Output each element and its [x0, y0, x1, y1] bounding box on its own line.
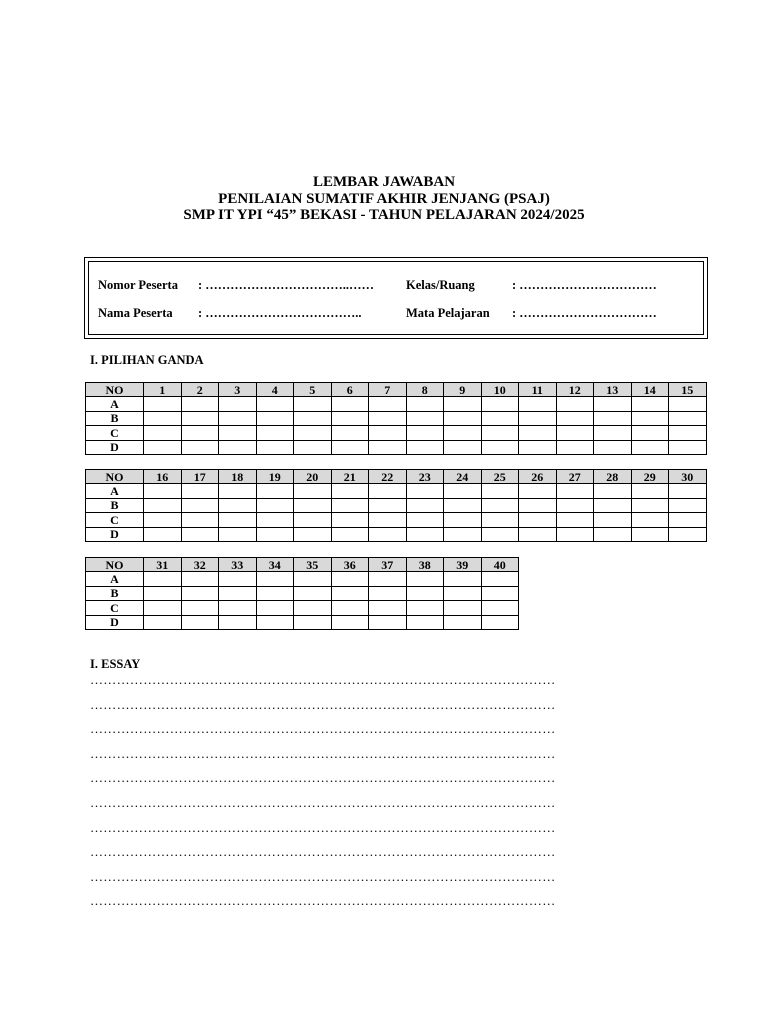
answer-cell[interactable] [294, 397, 332, 411]
answer-cell[interactable] [444, 426, 482, 440]
answer-cell[interactable] [181, 527, 219, 541]
answer-cell[interactable] [294, 527, 332, 541]
answer-cell[interactable] [631, 426, 669, 440]
answer-cell[interactable] [331, 440, 369, 454]
answer-cell[interactable] [669, 440, 707, 454]
answer-cell[interactable] [556, 397, 594, 411]
question-number-cell: 16 [144, 470, 182, 484]
answer-cell[interactable] [519, 411, 557, 425]
question-number-cell: 14 [631, 383, 669, 397]
question-number-cell: 19 [256, 470, 294, 484]
answer-cell[interactable] [369, 601, 407, 615]
identity-box-inner [88, 261, 704, 335]
answer-cell[interactable] [444, 527, 482, 541]
no-header-cell: NO [86, 470, 144, 484]
answer-cell[interactable] [331, 397, 369, 411]
question-number-cell: 37 [369, 558, 407, 572]
answer-cell[interactable] [481, 527, 519, 541]
answer-cell[interactable] [181, 601, 219, 615]
answer-cell[interactable] [594, 513, 632, 527]
nomor-peserta-field[interactable]: : ……………………………..…… [198, 278, 375, 292]
answer-cell[interactable] [144, 440, 182, 454]
answer-cell[interactable] [331, 527, 369, 541]
question-number-cell: 26 [519, 470, 557, 484]
essay-line[interactable]: …………………………………………………………………………………………… [90, 868, 556, 884]
answer-cell[interactable] [631, 498, 669, 512]
table-header-row [86, 470, 707, 484]
question-number-cell: 29 [631, 470, 669, 484]
answer-cell[interactable] [331, 498, 369, 512]
answer-cell[interactable] [294, 411, 332, 425]
essay-line[interactable]: …………………………………………………………………………………………… [90, 819, 556, 835]
answer-cell[interactable] [444, 484, 482, 498]
answer-cell[interactable] [369, 586, 407, 600]
answer-cell[interactable] [519, 440, 557, 454]
table-row [86, 601, 519, 615]
answer-cell[interactable] [594, 397, 632, 411]
table-row [86, 572, 519, 586]
answer-cell[interactable] [256, 572, 294, 586]
answer-cell[interactable] [219, 397, 257, 411]
option-label-cell: A [86, 484, 144, 498]
answer-cell[interactable] [294, 484, 332, 498]
answer-cell[interactable] [369, 498, 407, 512]
essay-line[interactable]: …………………………………………………………………………………………… [90, 745, 556, 761]
nama-peserta-label: Nama Peserta [98, 306, 173, 320]
essay-line[interactable]: …………………………………………………………………………………………… [90, 721, 556, 737]
answer-cell[interactable] [181, 498, 219, 512]
mata-pelajaran-label: Mata Pelajaran [406, 306, 490, 320]
answer-cell[interactable] [519, 527, 557, 541]
table-row [86, 426, 707, 440]
question-number-cell: 13 [594, 383, 632, 397]
answer-cell[interactable] [481, 615, 519, 629]
answer-cell[interactable] [331, 601, 369, 615]
answer-cell[interactable] [406, 440, 444, 454]
option-label-cell: C [86, 601, 144, 615]
answer-cell[interactable] [519, 498, 557, 512]
question-number-cell: 40 [481, 558, 519, 572]
option-label-cell: D [86, 615, 144, 629]
answer-cell[interactable] [444, 572, 482, 586]
question-number-cell: 10 [481, 383, 519, 397]
title-line-1: LEMBAR JAWABAN [312, 174, 456, 190]
essay-line[interactable]: …………………………………………………………………………………………… [90, 794, 556, 810]
answer-cell[interactable] [481, 586, 519, 600]
question-number-cell: 2 [181, 383, 219, 397]
answer-cell[interactable] [481, 513, 519, 527]
answer-cell[interactable] [556, 411, 594, 425]
answer-cell[interactable] [294, 586, 332, 600]
answer-cell[interactable] [294, 426, 332, 440]
table-header-row [86, 383, 707, 397]
table-row [86, 527, 707, 541]
answer-cell[interactable] [669, 498, 707, 512]
answer-cell[interactable] [144, 397, 182, 411]
answer-cell[interactable] [444, 513, 482, 527]
essay-line[interactable]: …………………………………………………………………………………………… [90, 844, 556, 860]
answer-cell[interactable] [331, 586, 369, 600]
answer-cell[interactable] [594, 527, 632, 541]
answer-cell[interactable] [256, 513, 294, 527]
answer-cell[interactable] [256, 426, 294, 440]
option-label-cell: C [86, 426, 144, 440]
no-header-cell: NO [86, 558, 144, 572]
answer-cell[interactable] [669, 513, 707, 527]
document-title [0, 174, 768, 224]
question-number-cell: 20 [294, 470, 332, 484]
answer-cell[interactable] [369, 572, 407, 586]
answer-cell[interactable] [369, 411, 407, 425]
identity-box [84, 257, 708, 339]
answer-cell[interactable] [331, 484, 369, 498]
answer-cell[interactable] [594, 498, 632, 512]
answer-cell[interactable] [406, 586, 444, 600]
answer-cell[interactable] [444, 601, 482, 615]
table-row [86, 586, 519, 600]
answer-cell[interactable] [294, 513, 332, 527]
option-label-cell: B [86, 586, 144, 600]
answer-cell[interactable] [219, 411, 257, 425]
answer-cell[interactable] [256, 397, 294, 411]
answer-cell[interactable] [256, 440, 294, 454]
question-number-cell: 24 [444, 470, 482, 484]
answer-cell[interactable] [144, 527, 182, 541]
answer-cell[interactable] [144, 615, 182, 629]
question-number-cell: 17 [181, 470, 219, 484]
answer-cell[interactable] [219, 615, 257, 629]
answer-cell[interactable] [369, 426, 407, 440]
question-number-cell: 21 [331, 470, 369, 484]
answer-cell[interactable] [294, 615, 332, 629]
option-label-cell: D [86, 440, 144, 454]
answer-cell[interactable] [594, 484, 632, 498]
answer-cell[interactable] [219, 586, 257, 600]
question-number-cell: 30 [669, 470, 707, 484]
answer-cell[interactable] [181, 513, 219, 527]
answer-cell[interactable] [631, 527, 669, 541]
answer-cell[interactable] [219, 601, 257, 615]
question-number-cell: 25 [481, 470, 519, 484]
answer-cell[interactable] [481, 601, 519, 615]
option-label-cell: D [86, 527, 144, 541]
question-number-cell: 28 [594, 470, 632, 484]
answer-cell[interactable] [181, 615, 219, 629]
answer-cell[interactable] [294, 572, 332, 586]
answer-cell[interactable] [256, 615, 294, 629]
answer-table-1-15 [85, 382, 707, 455]
answer-cell[interactable] [331, 426, 369, 440]
answer-cell[interactable] [631, 440, 669, 454]
answer-cell[interactable] [406, 527, 444, 541]
option-label-cell: B [86, 498, 144, 512]
answer-cell[interactable] [481, 572, 519, 586]
answer-cell[interactable] [144, 411, 182, 425]
title-line-2: PENILAIAN SUMATIF AKHIR JENJANG (PSAJ) [218, 190, 550, 207]
answer-cell[interactable] [294, 601, 332, 615]
table-row [86, 513, 707, 527]
question-number-cell: 15 [669, 383, 707, 397]
answer-cell[interactable] [256, 484, 294, 498]
answer-cell[interactable] [331, 411, 369, 425]
question-number-cell: 8 [406, 383, 444, 397]
answer-cell[interactable] [444, 411, 482, 425]
question-number-cell: 9 [444, 383, 482, 397]
answer-cell[interactable] [369, 397, 407, 411]
section-pilihan-ganda-title: I. PILIHAN GANDA [90, 353, 204, 367]
question-number-cell: 32 [181, 558, 219, 572]
answer-cell[interactable] [669, 484, 707, 498]
table-row [86, 397, 707, 411]
nomor-peserta-label: Nomor Peserta [98, 278, 178, 292]
question-number-cell: 18 [219, 470, 257, 484]
answer-cell[interactable] [256, 527, 294, 541]
answer-table-16-30 [85, 469, 707, 542]
essay-line[interactable]: …………………………………………………………………………………………… [90, 893, 556, 909]
answer-cell[interactable] [519, 397, 557, 411]
answer-cell[interactable] [144, 513, 182, 527]
answer-cell[interactable] [594, 440, 632, 454]
answer-cell[interactable] [144, 498, 182, 512]
essay-answer-area[interactable] [90, 672, 690, 918]
answer-cell[interactable] [369, 527, 407, 541]
question-number-cell: 5 [294, 383, 332, 397]
answer-cell[interactable] [406, 615, 444, 629]
answer-cell[interactable] [556, 426, 594, 440]
essay-line[interactable]: …………………………………………………………………………………………… [90, 770, 556, 786]
answer-cell[interactable] [144, 586, 182, 600]
answer-cell[interactable] [631, 484, 669, 498]
answer-cell[interactable] [406, 498, 444, 512]
answer-cell[interactable] [181, 484, 219, 498]
answer-cell[interactable] [406, 601, 444, 615]
answer-cell[interactable] [444, 586, 482, 600]
answer-cell[interactable] [144, 601, 182, 615]
answer-cell[interactable] [556, 513, 594, 527]
option-label-cell: B [86, 411, 144, 425]
answer-cell[interactable] [181, 572, 219, 586]
answer-cell[interactable] [256, 498, 294, 512]
answer-cell[interactable] [219, 513, 257, 527]
answer-cell[interactable] [181, 426, 219, 440]
answer-cell[interactable] [256, 411, 294, 425]
table-header-row [86, 558, 519, 572]
answer-cell[interactable] [219, 440, 257, 454]
answer-cell[interactable] [594, 411, 632, 425]
title-line-3: SMP IT YPI “45” BEKASI - TAHUN PELAJARAN 2024/2025 [183, 207, 585, 223]
question-number-cell: 35 [294, 558, 332, 572]
kelas-ruang-field[interactable]: : …………………………… [512, 278, 657, 292]
nama-peserta-field[interactable]: : ……………………………….. [198, 306, 362, 320]
answer-cell[interactable] [406, 426, 444, 440]
table-row [86, 440, 707, 454]
question-number-cell: 31 [144, 558, 182, 572]
question-number-cell: 38 [406, 558, 444, 572]
question-number-cell: 7 [369, 383, 407, 397]
answer-cell[interactable] [556, 527, 594, 541]
answer-cell[interactable] [294, 498, 332, 512]
answer-cell[interactable] [519, 513, 557, 527]
answer-cell[interactable] [444, 498, 482, 512]
question-number-cell: 6 [331, 383, 369, 397]
no-header-cell: NO [86, 383, 144, 397]
answer-cell[interactable] [256, 601, 294, 615]
answer-cell[interactable] [406, 513, 444, 527]
answer-cell[interactable] [369, 440, 407, 454]
question-number-cell: 36 [331, 558, 369, 572]
table-row [86, 484, 707, 498]
answer-cell[interactable] [406, 411, 444, 425]
answer-cell[interactable] [369, 484, 407, 498]
answer-cell[interactable] [556, 484, 594, 498]
answer-cell[interactable] [444, 615, 482, 629]
option-label-cell: A [86, 572, 144, 586]
answer-cell[interactable] [181, 397, 219, 411]
answer-table-31-40 [85, 557, 519, 630]
answer-cell[interactable] [144, 426, 182, 440]
answer-cell[interactable] [181, 586, 219, 600]
question-number-cell: 27 [556, 470, 594, 484]
answer-cell[interactable] [669, 527, 707, 541]
answer-cell[interactable] [219, 572, 257, 586]
question-number-cell: 33 [219, 558, 257, 572]
answer-cell[interactable] [331, 513, 369, 527]
answer-cell[interactable] [444, 440, 482, 454]
question-number-cell: 4 [256, 383, 294, 397]
table-row [86, 411, 707, 425]
answer-cell[interactable] [219, 498, 257, 512]
answer-cell[interactable] [219, 426, 257, 440]
answer-cell[interactable] [481, 411, 519, 425]
kelas-ruang-label: Kelas/Ruang [406, 278, 475, 292]
answer-cell[interactable] [669, 411, 707, 425]
answer-cell[interactable] [481, 498, 519, 512]
question-number-cell: 34 [256, 558, 294, 572]
answer-cell[interactable] [256, 586, 294, 600]
answer-cell[interactable] [369, 513, 407, 527]
answer-cell[interactable] [181, 411, 219, 425]
answer-cell[interactable] [144, 572, 182, 586]
answer-cell[interactable] [444, 397, 482, 411]
essay-line[interactable]: …………………………………………………………………………………………… [90, 696, 556, 712]
answer-cell[interactable] [631, 513, 669, 527]
question-number-cell: 12 [556, 383, 594, 397]
answer-cell[interactable] [406, 572, 444, 586]
answer-cell[interactable] [556, 440, 594, 454]
answer-cell[interactable] [481, 397, 519, 411]
question-number-cell: 22 [369, 470, 407, 484]
question-number-cell: 3 [219, 383, 257, 397]
question-number-cell: 1 [144, 383, 182, 397]
option-label-cell: A [86, 397, 144, 411]
answer-cell[interactable] [519, 426, 557, 440]
answer-cell[interactable] [144, 484, 182, 498]
answer-cell[interactable] [481, 440, 519, 454]
section-essay-title: I. ESSAY [90, 657, 141, 671]
answer-cell[interactable] [331, 572, 369, 586]
answer-cell[interactable] [181, 440, 219, 454]
question-number-cell: 39 [444, 558, 482, 572]
answer-cell[interactable] [519, 484, 557, 498]
answer-cell[interactable] [219, 484, 257, 498]
answer-cell[interactable] [669, 397, 707, 411]
answer-cell[interactable] [556, 498, 594, 512]
answer-cell[interactable] [631, 397, 669, 411]
answer-cell[interactable] [594, 426, 632, 440]
answer-cell[interactable] [219, 527, 257, 541]
answer-cell[interactable] [669, 426, 707, 440]
answer-cell[interactable] [406, 484, 444, 498]
essay-line[interactable]: …………………………………………………………………………………………… [90, 672, 556, 687]
mata-pelajaran-field[interactable]: : …………………………… [512, 306, 657, 320]
table-row [86, 615, 519, 629]
question-number-cell: 11 [519, 383, 557, 397]
answer-cell[interactable] [294, 440, 332, 454]
option-label-cell: C [86, 513, 144, 527]
answer-cell[interactable] [331, 615, 369, 629]
answer-cell[interactable] [406, 397, 444, 411]
answer-cell[interactable] [631, 411, 669, 425]
answer-cell[interactable] [481, 484, 519, 498]
answer-cell[interactable] [481, 426, 519, 440]
question-number-cell: 23 [406, 470, 444, 484]
table-row [86, 498, 707, 512]
answer-cell[interactable] [369, 615, 407, 629]
